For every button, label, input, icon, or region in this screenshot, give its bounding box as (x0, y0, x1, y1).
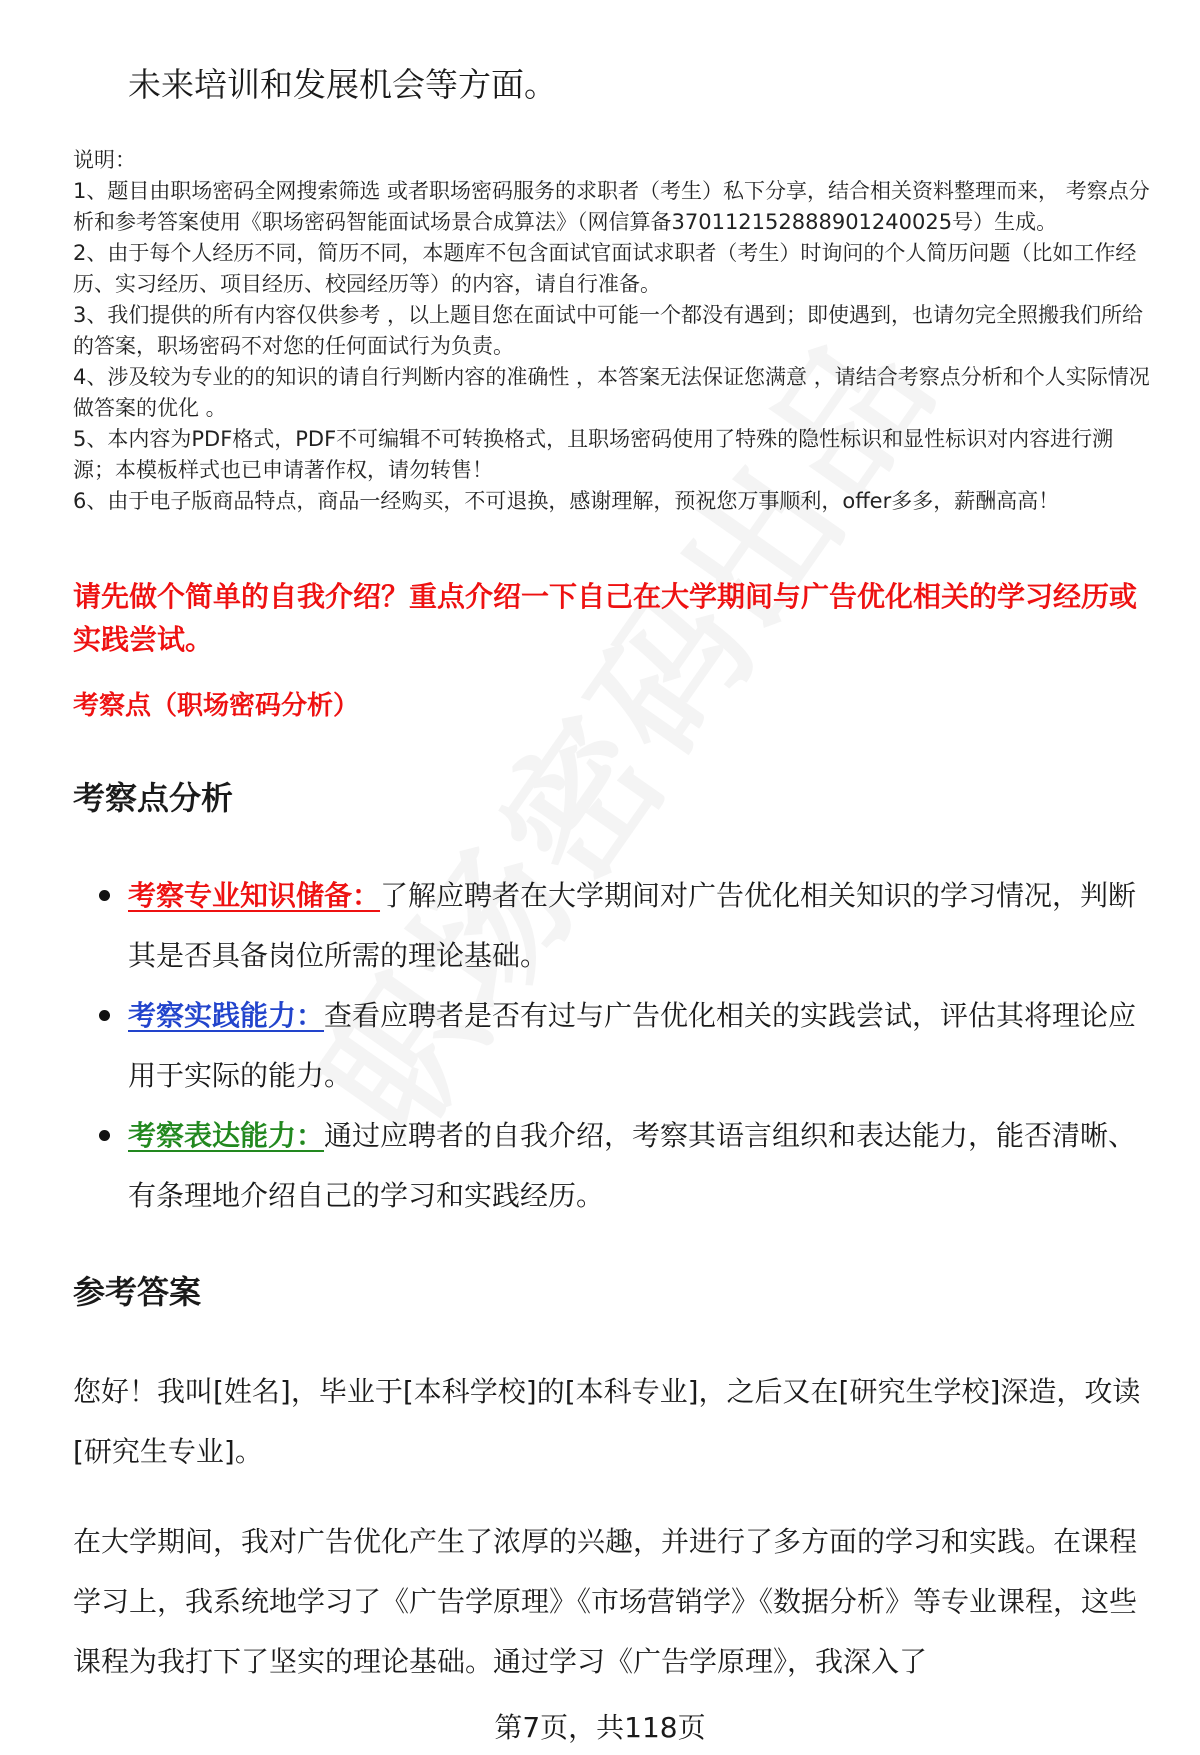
bullet-label: 考察实践能力： (128, 999, 325, 1032)
continuation-text: 未来培训和发展机会等方面。 (128, 65, 557, 104)
analysis-bullet (128, 1106, 1148, 1226)
answer-paragraph: 在大学期间，我对广告优化产生了浓厚的兴趣，并进行了多方面的学习和实践。在课程学习上，我系统地学习了《广告学原理》《市场营销学》《数据分析》等专业课程，这些课程为我打下了坚实的理论基础。通过学习《广告学原理》，我深入了 (73, 1525, 1138, 1678)
note-item: 2、由于每个人经历不同，简历不同，本题库不包含面试官面试求职者（考生）时询问的个人简历问题（比如工作经历、实习经历、项目经历、校园经历等）的内容，请自行准备。 (73, 241, 1137, 296)
note-item: 1、题目由职场密码全网搜索筛选 或者职场密码服务的求职者（考生）私下分享，结合相关资料整理而来， 考察点分析和参考答案使用《职场密码智能面试场景合成算法》（网信算备370112152888901240025号）生成。 (73, 179, 1150, 234)
bullet-text: 通过应聘者的自我介绍，考察其语言组织和表达能力，能否清晰、有条理地介绍自己的学习和实践经历。 (128, 1119, 1137, 1212)
page-footer: 第7页，共118页 (494, 1711, 706, 1744)
analysis-bullet (128, 986, 1148, 1106)
notes-title: 说明： (73, 148, 136, 172)
notes-section (73, 145, 1153, 517)
answer-heading: 参考答案 (73, 1273, 202, 1311)
answer-paragraph: 您好！我叫[姓名]，毕业于[本科学校]的[本科专业]，之后又在[研究生学校]深造，攻读[研究生专业]。 (73, 1375, 1141, 1468)
note-item: 3、我们提供的所有内容仅供参考 ，以上题目您在面试中可能一个都没有遇到；即使遇到，也请勿完全照搬我们所给的答案，职场密码不对您的任何面试行为负责。 (73, 303, 1144, 358)
bullet-label: 考察专业知识储备： (128, 879, 381, 912)
interview-question: 请先做个简单的自我介绍？重点介绍一下自己在大学期间与广告优化相关的学习经历或实践尝试。 (73, 580, 1138, 656)
bullet-label: 考察表达能力： (128, 1119, 325, 1152)
kaochadian-label: 考察点（职场密码分析） (73, 691, 360, 721)
analysis-bullet (128, 866, 1148, 986)
note-item: 5、本内容为PDF格式，PDF不可编辑不可转换格式，且职场密码使用了特殊的隐性标识和显性标识对内容进行溯源；本模板样式也已申请著作权，请勿转售！ (73, 427, 1114, 482)
note-item: 6、由于电子版商品特点，商品一经购买，不可退换，感谢理解，预祝您万事顺利，offer多多，薪酬高高！ (73, 489, 1060, 513)
note-item: 4、涉及较为专业的的知识的请自行判断内容的准确性 ，本答案无法保证您满意 ，请结合考察点分析和个人实际情况做答案的优化 。 (73, 365, 1150, 420)
analysis-heading: 考察点分析 (73, 779, 234, 817)
bullet-text: 了解应聘者在大学期间对广告优化相关知识的学习情况，判断其是否具备岗位所需的理论基础。 (128, 879, 1137, 972)
bullet-text: 查看应聘者是否有过与广告优化相关的实践尝试，评估其将理论应用于实际的能力。 (128, 999, 1137, 1092)
analysis-list (128, 866, 1148, 1226)
